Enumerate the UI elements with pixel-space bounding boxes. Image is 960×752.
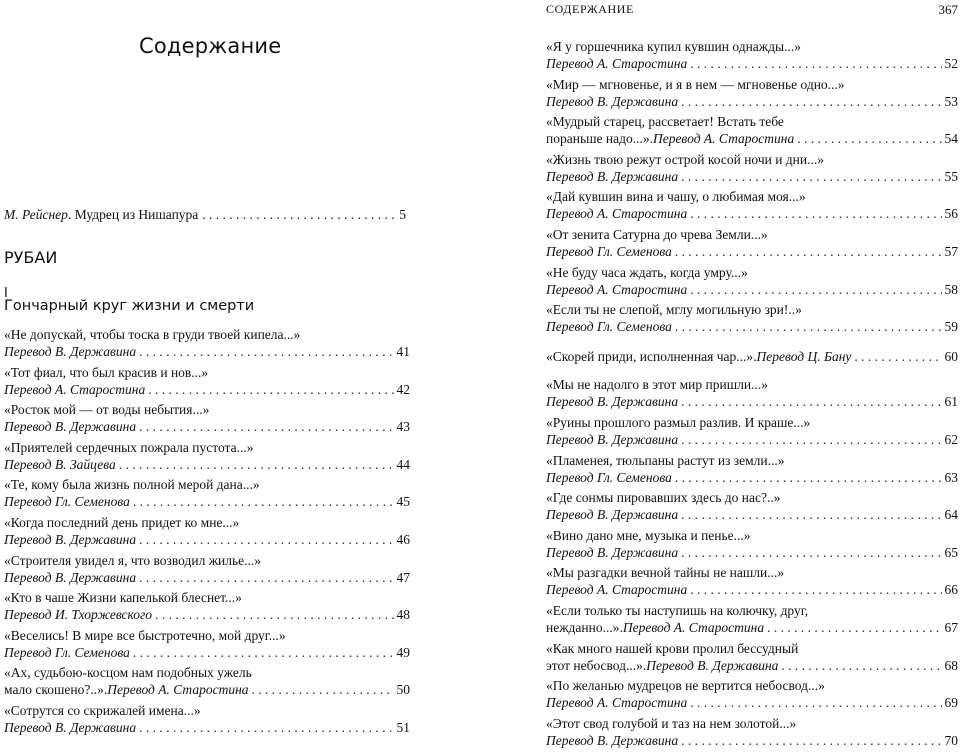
dot-leader xyxy=(690,281,941,298)
entry-translator: Перевод Гл. Семенова xyxy=(546,469,672,485)
entry-first-line: «Дай кувшин вина и чашу, о любимая моя...» xyxy=(546,189,806,205)
intro-entry xyxy=(4,207,410,223)
toc-entry xyxy=(546,602,958,640)
toc-entry xyxy=(546,38,958,76)
entry-first-line: «Если только ты наступишь на колючку, друг, xyxy=(546,602,809,618)
entry-translator: Перевод В. Державина xyxy=(4,419,137,435)
entry-translator: Перевод Гл. Семенова xyxy=(546,319,672,335)
entry-leader-line xyxy=(4,418,410,435)
entry-first-line: «Не допускай, чтобы тоска в груди твоей кипела...» xyxy=(4,327,301,342)
dot-leader xyxy=(681,431,941,448)
dot-leader xyxy=(781,657,941,674)
toc-entry xyxy=(4,401,410,439)
running-head-title: СОДЕРЖАНИЕ xyxy=(546,2,634,16)
dot-leader xyxy=(767,619,941,636)
entry-leader-line xyxy=(4,681,410,698)
dot-leader xyxy=(148,381,393,398)
entry-leader-line xyxy=(546,657,958,674)
entry-first-line: «Ах, судьбою-косцом нам подобных ужель xyxy=(4,665,252,681)
entry-leader-line xyxy=(546,393,958,410)
entry-translator: Перевод А. Старостина xyxy=(4,381,146,397)
entry-first-line: «Те, кому была жизнь полной мерой дана...» xyxy=(4,477,260,493)
entry-page-number: 44 xyxy=(396,456,410,472)
entry-translator: Перевод А. Старостина xyxy=(107,682,249,698)
entry-leader-line xyxy=(4,493,410,510)
entry-page-number: 58 xyxy=(944,281,958,297)
entry-leader-line xyxy=(546,205,958,222)
toc-entry xyxy=(4,364,410,402)
entry-leader-line xyxy=(4,343,410,360)
left-page xyxy=(0,0,414,736)
entry-first-line-tail: пораньше надо...». xyxy=(546,131,653,147)
entry-leader-line xyxy=(4,569,410,586)
toc-entry xyxy=(546,339,958,377)
entry-first-line: «Скорей приди, исполненная чар...». xyxy=(546,348,757,364)
entry-first-line: «Строителя увидел я, что возводил жилье...» xyxy=(4,552,262,568)
entry-translator: Перевод В. Державина xyxy=(646,657,779,673)
dot-leader xyxy=(681,732,941,749)
contents-title: Содержание xyxy=(139,34,282,58)
dot-leader xyxy=(133,493,394,510)
entry-page-number: 42 xyxy=(396,381,410,397)
entry-leader-line xyxy=(546,506,958,523)
entry-leader-line xyxy=(546,348,958,365)
dot-leader xyxy=(155,606,393,623)
dot-leader xyxy=(690,55,941,72)
dot-leader xyxy=(202,207,395,223)
toc-entry xyxy=(546,376,958,414)
entry-first-line-tail: нежданно...». xyxy=(546,619,623,635)
entry-leader-line xyxy=(546,168,958,185)
toc-entry xyxy=(546,226,958,264)
entry-leader-line xyxy=(546,93,958,110)
entry-leader-line xyxy=(4,606,410,623)
entry-first-line: «Мудрый старец, рассветает! Встать тебе xyxy=(546,114,784,130)
entry-page-number: 41 xyxy=(396,344,410,359)
entry-first-line: «Этот свод голубой и таз на нем золотой...» xyxy=(546,715,797,731)
entry-translator: Перевод В. Державина xyxy=(4,531,137,547)
entry-translator: Перевод В. Державина xyxy=(546,168,679,184)
entry-first-line: «Мы не надолго в этот мир пришли...» xyxy=(546,377,768,393)
entry-page-number: 49 xyxy=(396,644,410,660)
dot-leader xyxy=(690,694,941,711)
entry-translator: Перевод В. Державина xyxy=(546,431,679,447)
toc-entry xyxy=(4,664,410,702)
dot-leader xyxy=(139,343,393,360)
entry-page-number: 70 xyxy=(944,732,958,748)
toc-entry xyxy=(546,113,958,151)
entry-page-number: 45 xyxy=(396,494,410,510)
entry-page-number: 63 xyxy=(944,469,958,485)
entry-page-number: 67 xyxy=(944,619,958,635)
right-toc-list xyxy=(546,38,958,752)
running-head xyxy=(546,2,958,18)
entry-first-line: «Когда последний день придет ко мне...» xyxy=(4,514,240,530)
entry-first-line: «Сотрутся со скрижалей имена...» xyxy=(4,702,201,718)
dot-leader xyxy=(681,393,941,410)
entry-page-number: 52 xyxy=(944,56,958,71)
entry-leader-line xyxy=(4,719,410,736)
entry-translator: Перевод Гл. Семенова xyxy=(4,494,130,510)
entry-page-number: 50 xyxy=(396,682,410,698)
entry-first-line: «Мы разгадки вечной тайны не нашли...» xyxy=(546,565,785,581)
entry-translator: Перевод И. Тхоржевского xyxy=(4,607,153,623)
entry-first-line: «Кто в чаше Жизни капелькой блеснет...» xyxy=(4,590,242,606)
entry-translator: Перевод В. Зайцева xyxy=(4,456,116,472)
entry-leader-line xyxy=(4,381,410,398)
entry-page-number: 47 xyxy=(396,569,410,585)
entry-leader-line xyxy=(546,694,958,711)
toc-entry xyxy=(546,715,958,752)
toc-entry xyxy=(546,489,958,527)
entry-first-line: «По желанью мудрецов не вертится небосвод...» xyxy=(546,678,825,694)
entry-leader-line xyxy=(546,243,958,260)
entry-first-line: «Как много нашей крови пролил бессудный xyxy=(546,640,799,656)
part-number: I xyxy=(4,286,8,301)
dot-leader xyxy=(139,569,393,586)
intro-title: . Мудрец из Нишапура xyxy=(67,207,199,222)
toc-entry xyxy=(4,627,410,665)
dot-leader xyxy=(252,681,394,698)
dot-leader xyxy=(139,719,393,736)
entry-page-number: 66 xyxy=(944,582,958,598)
toc-entry xyxy=(546,452,958,490)
entry-first-line: «Я у горшечника купил кувшин однажды...» xyxy=(546,39,801,54)
intro-entry-line xyxy=(4,207,410,223)
entry-first-line: «Веселись! В мире все быстротечно, мой друг...» xyxy=(4,627,286,643)
entry-translator: Перевод Ц. Бану xyxy=(756,348,852,364)
dot-leader xyxy=(139,531,393,548)
entry-page-number: 43 xyxy=(396,419,410,435)
entry-leader-line xyxy=(4,531,410,548)
dot-leader xyxy=(681,544,941,561)
entry-page-number: 69 xyxy=(944,695,958,711)
entry-first-line: «Если ты не слепой, мглу могильную зри!..» xyxy=(546,302,802,318)
dot-leader xyxy=(854,348,941,365)
dot-leader xyxy=(133,644,394,661)
entry-leader-line xyxy=(546,431,958,448)
entry-first-line-tail: этот небосвод...». xyxy=(546,657,647,673)
entry-translator: Перевод А. Старостина xyxy=(546,582,688,598)
entry-page-number: 62 xyxy=(944,431,958,447)
toc-entry xyxy=(546,301,958,339)
toc-entry xyxy=(4,439,410,477)
entry-first-line: «Приятелей сердечных пожрала пустота...» xyxy=(4,439,254,455)
entry-translator: Перевод А. Старостина xyxy=(652,131,795,147)
toc-entry xyxy=(4,552,410,590)
entry-page-number: 65 xyxy=(944,544,958,560)
toc-entry xyxy=(4,476,410,514)
entry-leader-line xyxy=(546,581,958,598)
left-toc-list xyxy=(4,326,410,740)
entry-translator: Перевод В. Державина xyxy=(4,344,137,359)
dot-leader xyxy=(675,243,942,260)
dot-leader xyxy=(681,93,941,110)
entry-first-line: «Где сонмы пировавших здесь до нас?..» xyxy=(546,490,781,506)
dot-leader xyxy=(675,469,942,486)
entry-translator: Перевод В. Державина xyxy=(546,544,679,560)
toc-entry xyxy=(546,188,958,226)
entry-first-line: «Тот фиал, что был красив и нов...» xyxy=(4,364,209,380)
entry-translator: Перевод А. Старостина xyxy=(546,206,688,222)
dot-leader xyxy=(675,318,942,335)
entry-page-number: 48 xyxy=(396,607,410,623)
toc-entry xyxy=(546,564,958,602)
toc-entry xyxy=(546,640,958,678)
entry-first-line: «Руины прошлого размыл разлив. И краше...» xyxy=(546,414,811,430)
toc-entry xyxy=(4,326,410,364)
dot-leader xyxy=(690,205,941,222)
entry-leader-line xyxy=(546,55,958,72)
toc-entry xyxy=(4,589,410,627)
dot-leader xyxy=(119,456,394,473)
entry-page-number: 60 xyxy=(944,348,958,364)
entry-translator: Перевод А. Старостина xyxy=(546,695,688,711)
intro-page-number: 5 xyxy=(399,207,406,222)
entry-page-number: 54 xyxy=(944,131,958,147)
entry-page-number: 64 xyxy=(944,507,958,523)
entry-translator: Перевод В. Державина xyxy=(4,719,137,735)
dot-leader xyxy=(681,506,941,523)
entry-page-number: 56 xyxy=(944,206,958,222)
entry-page-number: 55 xyxy=(944,168,958,184)
dot-leader xyxy=(690,581,941,598)
entry-page-number: 68 xyxy=(944,657,958,673)
entry-translator: Перевод А. Старостина xyxy=(546,56,688,71)
entry-leader-line xyxy=(546,544,958,561)
toc-entry xyxy=(546,76,958,114)
entry-translator: Перевод В. Державина xyxy=(546,732,679,748)
entry-page-number: 46 xyxy=(396,531,410,547)
entry-leader-line xyxy=(546,732,958,749)
entry-translator: Перевод Гл. Семенова xyxy=(546,243,672,259)
entry-leader-line xyxy=(546,619,958,636)
entry-page-number: 53 xyxy=(944,93,958,109)
entry-translator: Перевод А. Старостина xyxy=(546,281,688,297)
dot-leader xyxy=(797,130,941,147)
entry-first-line: «Пламенея, тюльпаны растут из земли...» xyxy=(546,452,785,468)
toc-entry xyxy=(546,677,958,715)
entry-translator: Перевод А. Старостина xyxy=(622,619,765,635)
entry-leader-line xyxy=(546,281,958,298)
entry-leader-line xyxy=(546,469,958,486)
entry-page-number: 57 xyxy=(944,243,958,259)
entry-leader-line xyxy=(4,456,410,473)
entry-leader-line xyxy=(546,130,958,147)
toc-entry xyxy=(4,514,410,552)
entry-first-line: «Жизнь твою режут острой косой ночи и дни...» xyxy=(546,151,824,167)
entry-translator: Перевод В. Державина xyxy=(546,394,679,410)
toc-entry xyxy=(546,527,958,565)
entry-leader-line xyxy=(4,644,410,661)
right-page xyxy=(546,0,958,748)
entry-first-line: «Не буду часа ждать, когда умру...» xyxy=(546,264,748,280)
entry-page-number: 51 xyxy=(396,719,410,735)
dot-leader xyxy=(139,418,393,435)
entry-first-line: «Вино дано мне, музыка и пенье...» xyxy=(546,527,751,543)
entry-page-number: 61 xyxy=(944,394,958,410)
entry-first-line: «Росток мой — от воды небытия...» xyxy=(4,402,210,418)
part-title: Гончарный круг жизни и смерти xyxy=(4,298,255,314)
entry-leader-line xyxy=(546,318,958,335)
entry-first-line-tail: мало скошено?..». xyxy=(4,682,108,698)
entry-page-number: 59 xyxy=(944,319,958,335)
toc-entry xyxy=(546,151,958,189)
entry-translator: Перевод В. Державина xyxy=(546,93,679,109)
entry-first-line: «От зенита Сатурна до чрева Земли...» xyxy=(546,226,768,242)
dot-leader xyxy=(681,168,941,185)
section-title: РУБАИ xyxy=(4,248,58,267)
toc-entry xyxy=(546,264,958,302)
toc-entry xyxy=(4,702,410,740)
page-number: 367 xyxy=(938,2,958,17)
entry-translator: Перевод В. Державина xyxy=(4,569,137,585)
entry-translator: Перевод Гл. Семенова xyxy=(4,644,130,660)
toc-entry xyxy=(546,414,958,452)
entry-translator: Перевод В. Державина xyxy=(546,507,679,523)
entry-first-line: «Мир — мгновенье, и я в нем — мгновенье одно...» xyxy=(546,76,845,92)
intro-author: М. Рейснер xyxy=(4,207,68,222)
